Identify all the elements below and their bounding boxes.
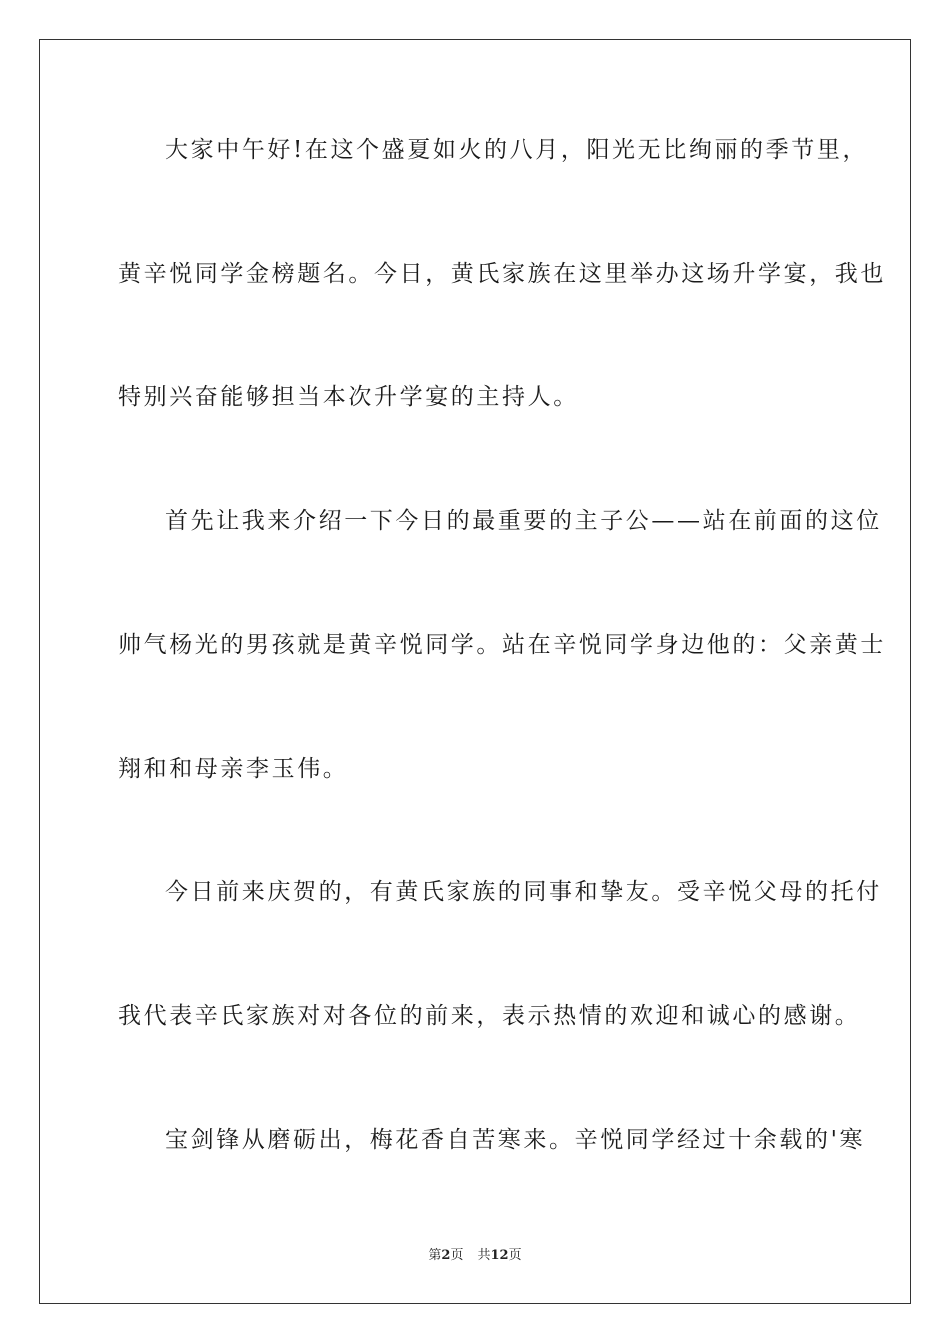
page-border bbox=[39, 39, 911, 1304]
paragraph-3-line-2: 我代表辛氏家族对对各位的前来，表示热情的欢迎和诚心的感谢。 bbox=[118, 1003, 861, 1029]
footer-total-pages: 12 bbox=[490, 1248, 509, 1263]
paragraph-1-line-3: 特别兴奋能够担当本次升学宴的主持人。 bbox=[118, 384, 579, 410]
footer-total-prefix: 共 bbox=[477, 1248, 491, 1263]
paragraph-2-line-1: 首先让我来介绍一下今日的最重要的主子公——站在前面的这位 bbox=[165, 508, 882, 534]
footer-page-number: 2 bbox=[441, 1248, 451, 1263]
paragraph-2-line-3: 翔和和母亲李玉伟。 bbox=[118, 756, 349, 782]
paragraph-1-line-1: 大家中午好!在这个盛夏如火的八月，阳光无比绚丽的季节里， bbox=[165, 137, 869, 163]
footer-page-suffix: 页 bbox=[450, 1248, 464, 1263]
paragraph-1-line-2: 黄辛悦同学金榜题名。今日，黄氏家族在这里举办这场升学宴，我也 bbox=[118, 261, 886, 287]
paragraph-4-line-1: 宝剑锋从磨砺出，梅花香自苦寒来。辛悦同学经过十余载的'寒 bbox=[165, 1127, 866, 1153]
page-footer bbox=[0, 1247, 950, 1265]
paragraph-3-line-1: 今日前来庆贺的，有黄氏家族的同事和挚友。受辛悦父母的托付 bbox=[165, 879, 882, 905]
footer-page-prefix: 第 bbox=[428, 1248, 442, 1263]
footer-total-suffix: 页 bbox=[508, 1248, 522, 1263]
paragraph-2-line-2: 帅气杨光的男孩就是黄辛悦同学。站在辛悦同学身边他的：父亲黄士 bbox=[118, 632, 886, 658]
